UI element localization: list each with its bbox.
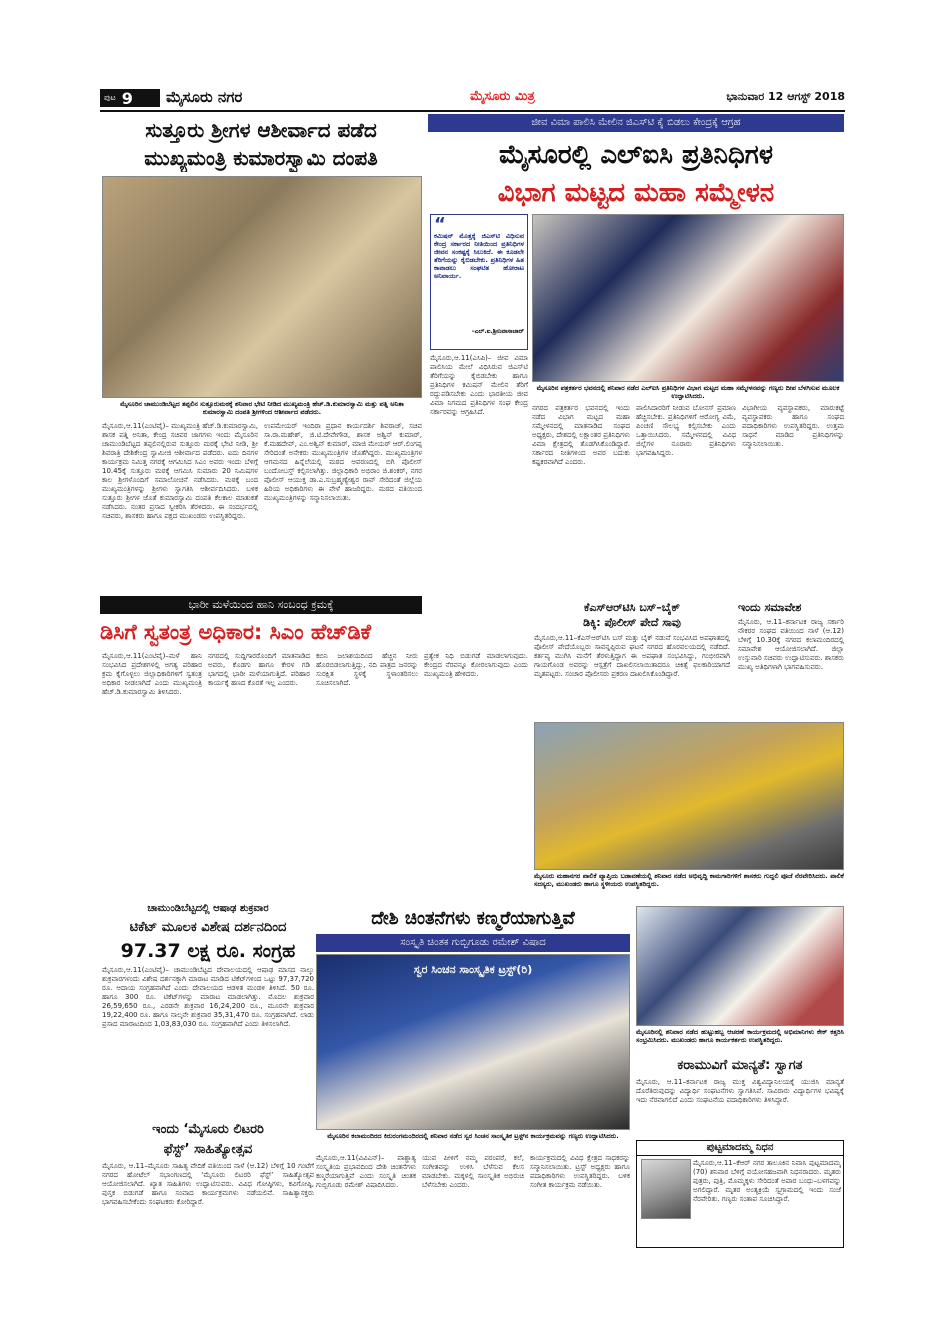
quote-mark-icon: “ — [434, 214, 446, 235]
suttur-body-col-1: ಮೈಸೂರು,ಆ.11(ಎಂಟಿವೈ)– ಮುಖ್ಯಮಂತ್ರಿ ಹೆಚ್.ಡಿ.ಕುಮಾರಸ್ವಾಮಿ, ಶಾಸಕ ಪತ್ನಿ ಅನಿತಾ, ಕೇಂದ್ರ ಸಚಿವರ ಜಾಗಗಳು ಇಂದು ಮೈಸೂರಿನ ಚಾಮುಂಡಿಬೆಟ್ಟದ ತಪ್ಪಲಿನಲ್ಲಿರುವ ಸುತ್ತೂರು ಮಠಕ್ಕೆ ಭೇಟಿ ನೀಡಿ, ಶ್ರೀ ಶಿವರಾತ್ರಿ ದೇಶಿಕೇಂದ್ರ ಸ್ವಾಮೀಜಿ ಆಶೀರ್ವಾದ ಪಡೆದರು. ಐದು ದಿನಗಳ ಕಾರ್ಯಕ್ರಮ ನಿಮಿತ್ತ ನಗರಕ್ಕೆ ಆಗಮಿಸಿದ ಸಿಎಂ ಅವರು ಇಂದು ಬೆಳಿಗ್ಗೆ 10.45ಕ್ಕೆ ಸುತ್ತೂರು ಮಠಕ್ಕೆ ಆಗಮಿಸಿ ಸುಮಾರು 20 ನಿಮಿಷಗಳ ಕಾಲ ಶ್ರೀಗಳೊಂದಿಗೆ ಸಮಾಲೋಚನೆ ನಡೆಸಿದರು. ಮಠಕ್ಕೆ ಬಂದ ಮುಖ್ಯಮಂತ್ರಿಗಳನ್ನು ಶ್ರೀಗಳು ಸ್ವಾಗತಿಸಿ ಆಶೀರ್ವದಿಸಿದರು. ಬಳಿಕ ಸುತ್ತೂರು ಶ್ರೀಗಳ ಜೊತೆ ಕುಮಾರಸ್ವಾಮಿ ದಂಪತಿ ಕೆಲಕಾಲ ಮಾತುಕತೆ ನಡೆಸಿದರು. ನಂತರ ಪ್ರಸಾದ ಸ್ವೀಕರಿಸಿ ತೆರಳಿದರು. ಈ ಸಂದರ್ಭದಲ್ಲಿ ಸಚಿವರು, ಶಾಸಕರು ಹಾಗೂ ಪಕ್ಷದ ಮುಖಂಡರು ಉಪಸ್ಥಿತರಿದ್ದರು. — [102, 422, 258, 520]
deshi-photo — [316, 954, 630, 1130]
convention-headline: ಇಂದು ಸಮಾವೇಶ — [738, 601, 802, 614]
birthday-caption: ಮೈಸೂರಿನಲ್ಲಿ ಶನಿವಾರ ನಡೆದ ಹುಟ್ಟುಹಬ್ಬ ಆಚರಣೆ ಕಾರ್ಯಕ್ರಮದಲ್ಲಿ ಅಭಿಮಾನಿಗಳು ಕೇಕ್ ಕತ್ತರಿಸಿ ಸಂಭ್ರಮಿಸಿದರು. ಮುಖಂಡರು ಹಾಗೂ ಕಾರ್ಯಕರ್ತರು ಉಪಸ್ಥಿತರಿದ್ದರು. — [636, 1028, 844, 1044]
deshi-body-col-1: ಮೈಸೂರು,ಆ.11(ವಿವಿಎನ್)– ಪಾಶ್ಚಾತ್ಯ ಸಂಸ್ಕೃತಿಯ ಪ್ರಭಾವದಿಂದ ದೇಶಿ ಚಿಂತನೆಗಳು ಕಣ್ಮರೆಯಾಗುತ್ತಿವೆ ಎಂದು ಸಂಸ್ಕೃತಿ ಚಿಂತಕ ಗುಬ್ಬಿಗೂಡು ರಮೇಶ್ ವಿಷಾದಿಸಿದರು. — [316, 1154, 416, 1189]
litfest-headline-line-1: ಇಂದು ‘ಮೈಸೂರು ಲಿಟರರಿ — [152, 1122, 264, 1137]
obituary-headline: ಪುಟ್ಟಮಾದಮ್ಮ ನಿಧನ — [637, 1141, 843, 1156]
accident-headline — [534, 600, 730, 630]
page-number: 9 — [121, 88, 133, 108]
lic-kicker-bar — [428, 114, 844, 132]
litfest-headline — [102, 1120, 314, 1160]
dc-body-col-4: ಪ್ರತ್ಯೇಕ ನಿಧಿ ಬಿಡುಗಡೆ ಮಾಡಲಾಗುವುದು. ಕೇಂದ್ರದ ನೆರವನ್ನೂ ಕೋರಲಾಗುವುದು ಎಂದು ಮುಖ್ಯಮಂತ್ರಿ ಹೇಳಿದರು. — [424, 652, 528, 678]
litfest-body: ಮೈಸೂರು, ಆ.11–ಮೈಸೂರು ಸಾಹಿತ್ಯ ವೇದಿಕೆ ವತಿಯಿಂದ ನಾಳೆ (ಆ.12) ಬೆಳಿಗ್ಗೆ 10 ಗಂಟೆಗೆ ನಗರದ ಹೋಟೆಲ್ ಸಭಾಂಗಣದಲ್ಲಿ ‘ಮೈಸೂರು ಲಿಟರರಿ ಫೆಸ್ಟ್’ ಸಾಹಿತ್ಯೋತ್ಸವ ಆಯೋಜಿಸಲಾಗಿದೆ. ಖ್ಯಾತ ಸಾಹಿತಿಗಳು ಉದ್ಘಾಟಿಸುವರು. ವಿವಿಧ ಗೋಷ್ಠಿಗಳು, ಕವಿಗೋಷ್ಠಿ, ಪುಸ್ತಕ ಬಿಡುಗಡೆ ಹಾಗೂ ಸಂವಾದ ಕಾರ್ಯಕ್ರಮಗಳು ನಡೆಯಲಿವೆ. ಸಾಹಿತ್ಯಾಸಕ್ತರು ಭಾಗವಹಿಸಬೇಕೆಂದು ಸಂಘಟಕರು ಕೋರಿದ್ದಾರೆ. — [102, 1162, 314, 1206]
suttur-photo — [102, 176, 422, 398]
story-suttur-headline — [100, 116, 422, 172]
deshi-kicker-bar — [316, 934, 630, 952]
headline-line-2: ಮುಖ್ಯಮಂತ್ರಿ ಕುಮಾರಸ್ವಾಮಿ ದಂಪತಿ — [144, 146, 378, 170]
accident-headline-line-2: ಡಿಕ್ಕಿ: ಪೊಲೀಸ್ ಪೇದೆ ಸಾವು — [583, 616, 681, 629]
issue-date: ಭಾನುವಾರ 12 ಆಗಸ್ಟ್ 2018 — [726, 90, 845, 103]
page-label: ಪುಟ — [104, 93, 116, 102]
page-header — [100, 86, 845, 112]
ksou-headline: ಕರಾಮುವಿಗೆ ಮಾನ್ಯತೆ: ಸ್ವಾಗತ — [677, 1058, 803, 1073]
chamundi-headline-line-2: 97.37 ಲಕ್ಷ ರೂ. ಸಂಗ್ರಹ — [120, 940, 296, 962]
suttur-body-col-2: ಉಪಮೇಯರ್ ಇಂದಿರಾ ಪ್ರಧಾನ ಕಾರ್ಯದರ್ಶಿ ಶಿವರಾಜ್, ಸಚಿವ ಸಾ.ರಾ.ಮಹೇಶ್, ಜಿ.ಟಿ.ದೇವೇಗೌಡ, ಶಾಸಕ ಅಶ್ವಿನ್ ಕುಮಾರ್, ಕೆ.ಮಹದೇವ್, ಎಂ.ಅಶ್ವಿನ್ ಕುಮಾರ್, ಮಾಜಿ ಮೇಯರ್ ಆರ್.ಲಿಂಗಪ್ಪ ಸೇರಿದಂತೆ ಅನೇಕರು ಮುಖ್ಯಮಂತ್ರಿಗಳ ಜೊತೆಗಿದ್ದರು. ಮುಖ್ಯಮಂತ್ರಿಗಳ ಆಗಮನದ ಹಿನ್ನೆಲೆಯಲ್ಲಿ ಮಠದ ಆವರಣದಲ್ಲಿ ಬಿಗಿ ಪೊಲೀಸ್ ಬಂದೋಬಸ್ತ್ ಕಲ್ಪಿಸಲಾಗಿತ್ತು. ಜಿಲ್ಲಾಧಿಕಾರಿ ಅಭಿರಾಂ ಜಿ.ಶಂಕರ್, ನಗರ ಪೊಲೀಸ್ ಆಯುಕ್ತ ಡಾ.ಎ.ಸುಬ್ರಹ್ಮಣ್ಯೇಶ್ವರ ರಾವ್ ಸೇರಿದಂತೆ ಜಿಲ್ಲೆಯ ಹಿರಿಯ ಅಧಿಕಾರಿಗಳು ಈ ವೇಳೆ ಹಾಜರಿದ್ದರು. ಮಠದ ವತಿಯಿಂದ ಮುಖ್ಯಮಂತ್ರಿಗಳನ್ನು ಸನ್ಮಾನಿಸಲಾಯಿತು. — [264, 422, 422, 502]
lic-headline-line-2: ವಿಭಾಗ ಮಟ್ಟದ ಮಹಾ ಸಮ್ಮೇಳನ — [497, 178, 775, 208]
chamundi-kicker: ಚಾಮುಂಡಿಬೆಟ್ಟದಲ್ಲಿ ಆಷಾಢ ಶುಕ್ರವಾರ — [147, 903, 269, 914]
deshi-caption: ಮೈಸೂರಿನ ಕಲಾಮಂದಿರದ ಕಿರುರಂಗಮಂದಿರದಲ್ಲಿ ಶನಿವಾರ ನಡೆದ ಸ್ವರ ಸಿಂಚನ ಸಾಂಸ್ಕೃತಿಕ ಟ್ರಸ್ಟ್‌ನ ಕಾರ್ಯಕ್ರಮವನ್ನು ಗಣ್ಯರು ಉದ್ಘಾಟಿಸಿದರು. — [327, 1132, 619, 1140]
lic-quote-text: ಕಮಿಷನ್ ಮೊತ್ತಕ್ಕೆ ಜಿಎಸ್‌ಟಿ ವಿಧಿಸುವ ಕೇಂದ್ರ ಸರ್ಕಾರದ ನೀತಿಯಿಂದ ಪ್ರತಿನಿಧಿಗಳ ಜೀವನ ಸಂಕಷ್ಟಕ್ಕೆ ಸಿಲುಕಿದೆ. ಈ ಕೂಡಲೇ ತೆರಿಗೆಯನ್ನು ಕೈಬಿಡಬೇಕು. ಪ್ರತಿನಿಧಿಗಳ ಹಿತ ಕಾಪಾಡಲು ಸಂಘಟಿತ ಹೋರಾಟ ಅನಿವಾರ್ಯ. — [434, 232, 524, 280]
dc-body-col-2: ನಗರದಲ್ಲಿ ಸುದ್ದಿಗಾರರೊಂದಿಗೆ ಮಾತನಾಡಿದ ಅವರು, ಕೊಡಗು ಹಾಗೂ ಕೇರಳ ಗಡಿ ಭಾಗದಲ್ಲಿ ಭಾರೀ ಮಳೆಯಾಗುತ್ತಿದೆ. ಪರಿಹಾರ ಕಾರ್ಯಕ್ಕೆ ಹಣದ ಕೊರತೆ ಇಲ್ಲ ಎಂದರು. — [208, 652, 310, 687]
lic-kicker: ಜೀವ ವಿಮಾ ಪಾಲಿಸಿ ಮೇಲಿನ ಜಿಎಸ್‌ಟಿ ಕೈ ಬಿಡಲು ಕೇಂದ್ರಕ್ಕೆ ಆಗ್ರಹ — [531, 117, 741, 128]
deshi-body-col-3: ಕಾರ್ಯಕ್ರಮದಲ್ಲಿ ವಿವಿಧ ಕ್ಷೇತ್ರದ ಸಾಧಕರನ್ನು ಸನ್ಮಾನಿಸಲಾಯಿತು. ಟ್ರಸ್ಟ್ ಅಧ್ಯಕ್ಷರು ಹಾಗೂ ಪದಾಧಿಕಾರಿಗಳು ಉಪಸ್ಥಿತರಿದ್ದರು. ಬಳಿಕ ಸಂಗೀತ ಕಾರ್ಯಕ್ರಮ ನಡೆಯಿತು. — [530, 1154, 630, 1189]
deshi-body-col-2: ಯುವ ಪೀಳಿಗೆ ನಮ್ಮ ಪರಂಪರೆ, ಕಲೆ, ಸಂಗೀತವನ್ನು ಉಳಿಸಿ ಬೆಳೆಸುವ ಕೆಲಸ ಮಾಡಬೇಕು. ಮಕ್ಕಳಲ್ಲಿ ಸಾಂಸ್ಕೃತಿಕ ಅಭಿರುಚಿ ಬೆಳೆಸಬೇಕು ಎಂದರು. — [422, 1154, 524, 1189]
dc-body-col-3: ಕಬಿನಿ ಜಲಾಶಯದಿಂದ ಹೆಚ್ಚಿನ ನೀರು ಹೊರಬಿಡಲಾಗುತ್ತಿದ್ದು, ನದಿ ಪಾತ್ರದ ಜನರನ್ನು ಸುರಕ್ಷಿತ ಸ್ಥಳಕ್ಕೆ ಸ್ಥಳಾಂತರಿಸಲು ಸೂಚಿಸಲಾಗಿದೆ. — [316, 652, 418, 687]
obituary-box — [636, 1140, 844, 1248]
groundbreaking-caption: ಮೈಸೂರು ಮಹಾನಗರ ಪಾಲಿಕೆ ವ್ಯಾಪ್ತಿಯ ಬಡಾವಣೆಯಲ್ಲಿ ಶನಿವಾರ ನಡೆದ ಅಭಿವೃದ್ಧಿ ಕಾಮಗಾರಿಗಳಿಗೆ ಶಾಸಕರು ಗುದ್ದಲಿ ಪೂಜೆ ನೆರವೇರಿಸಿದರು. ಪಾಲಿಕೆ ಸದಸ್ಯರು, ಮುಖಂಡರು ಹಾಗೂ ಸ್ಥಳೀಯರು ಉಪಸ್ಥಿತರಿದ್ದರು. — [534, 872, 844, 888]
lic-headline-line-1: ಮೈಸೂರಲ್ಲಿ ಎಲ್‌ಐಸಿ ಪ್ರತಿನಿಧಿಗಳ — [499, 140, 773, 170]
lic-body-col-2: ನಗರದ ಪತ್ರಕರ್ತರ ಭವನದಲ್ಲಿ ಇಂದು ನಡೆದ ವಿಭಾಗ ಮಟ್ಟದ ಮಹಾ ಸಮ್ಮೇಳನದಲ್ಲಿ ಮಾತನಾಡಿದ ಸಂಘದ ಅಧ್ಯಕ್ಷರು, ದೇಶದಲ್ಲಿ ಲಕ್ಷಾಂತರ ಪ್ರತಿನಿಧಿಗಳು ವಿಮಾ ಕ್ಷೇತ್ರದಲ್ಲಿ ತೊಡಗಿಸಿಕೊಂಡಿದ್ದಾರೆ. ಸರ್ಕಾರದ ನೀತಿಗಳಿಂದ ಅವರ ಬದುಕು ಕಷ್ಟಕರವಾಗಿದೆ ಎಂದರು. — [532, 404, 630, 466]
header-rule — [100, 110, 845, 112]
accident-body: ಮೈಸೂರು,ಆ.11–ಕೆಎಸ್‌ಆರ್‌ಟಿಸಿ ಬಸ್ ಮತ್ತು ಬೈಕ್ ನಡುವೆ ಸಂಭವಿಸಿದ ಅಪಘಾತದಲ್ಲಿ ಪೊಲೀಸ್ ಪೇದೆಯೊಬ್ಬರು ಸಾವನ್ನಪ್ಪಿರುವ ಘಟನೆ ನಗರದ ಹೊರವಲಯದಲ್ಲಿ ನಡೆದಿದೆ. ಕರ್ತವ್ಯ ಮುಗಿಸಿ ಮನೆಗೆ ತೆರಳುತ್ತಿದ್ದಾಗ ಈ ಅಪಘಾತ ಸಂಭವಿಸಿದ್ದು, ಗಂಭೀರವಾಗಿ ಗಾಯಗೊಂಡ ಅವರನ್ನು ಆಸ್ಪತ್ರೆಗೆ ದಾಖಲಿಸಲಾಯಿತಾದರೂ ಚಿಕಿತ್ಸೆ ಫಲಕಾರಿಯಾಗದೆ ಮೃತಪಟ್ಟರು. ಸಂಚಾರ ಪೊಲೀಸರು ಪ್ರಕರಣ ದಾಖಲಿಸಿಕೊಂಡಿದ್ದಾರೆ. — [534, 634, 730, 678]
headline-line-1: ಸುತ್ತೂರು ಶ್ರೀಗಳ ಆಶೀರ್ವಾದ ಪಡೆದ — [145, 118, 377, 142]
page-number-badge — [100, 89, 160, 107]
deshi-kicker: ಸಂಸ್ಕೃತಿ ಚಿಂತಕ ಗುಬ್ಬಿಗೂಡು ರಮೇಶ್ ವಿಷಾದ — [400, 937, 546, 948]
lic-body-col-1: ಮೈಸೂರು,ಆ.11(ಎಸಿಪಿ)– ಜೀವ ವಿಮಾ ಪಾಲಿಸಿಯ ಮೇಲೆ ವಿಧಿಸಿರುವ ಜಿಎಸ್‌ಟಿ ತೆರಿಗೆಯನ್ನು ಕೈಬಿಡಬೇಕು ಹಾಗೂ ಪ್ರತಿನಿಧಿಗಳ ಕಮಿಷನ್ ಮೇಲಿನ ತೆರಿಗೆ ರದ್ದುಪಡಿಸಬೇಕು ಎಂದು ಭಾರತೀಯ ಜೀವ ವಿಮಾ ನಿಗಮದ ಪ್ರತಿನಿಧಿಗಳ ಸಂಘ ಕೇಂದ್ರ ಸರ್ಕಾರವನ್ನು ಆಗ್ರಹಿಸಿದೆ. — [430, 354, 528, 416]
obituary-portrait — [641, 1159, 691, 1219]
rain-kicker: ಭಾರೀ ಮಳೆಯಿಂದ ಹಾನಿ ಸಂಬಂಧ ಕ್ರಮಕ್ಕೆ — [188, 598, 334, 611]
convention-body: ಮೈಸೂರು, ಆ.11–ಕರ್ನಾಟಕ ರಾಜ್ಯ ಸರ್ಕಾರಿ ನೌಕರರ ಸಂಘದ ವತಿಯಿಂದ ನಾಳೆ (ಆ.12) ಬೆಳಿಗ್ಗೆ 10.30ಕ್ಕೆ ನಗರದ ಕಲಾಮಂದಿರದಲ್ಲಿ ಸಮಾವೇಶ ಆಯೋಜಿಸಲಾಗಿದೆ. ಜಿಲ್ಲಾ ಉಸ್ತುವಾರಿ ಸಚಿವರು ಉದ್ಘಾಟಿಸುವರು. ಶಾಸಕರು ಮುಖ್ಯ ಅತಿಥಿಗಳಾಗಿ ಭಾಗವಹಿಸುವರು. — [738, 618, 844, 671]
lic-photo — [532, 214, 844, 382]
lic-quote-box — [430, 214, 528, 350]
chamundi-body: ಮೈಸೂರು,ಆ.11(ಎಂಟಿವೈ)– ಚಾಮುಂಡಿಬೆಟ್ಟದ ದೇವಾಲಯದಲ್ಲಿ ಆಷಾಢ ಮಾಸದ ನಾಲ್ಕು ಶುಕ್ರವಾರಗಳಂದು ವಿಶೇಷ ದರ್ಶನಕ್ಕಾಗಿ ಮಾರಾಟ ಮಾಡಿದ ಟಿಕೆಟ್‌ಗಳಿಂದ ಒಟ್ಟು 97,37,720 ರೂ. ಆದಾಯ ಸಂಗ್ರಹವಾಗಿದೆ ಎಂದು ದೇವಾಲಯದ ಆಡಳಿತ ಮಂಡಳಿ ತಿಳಿಸಿದೆ. 50 ರೂ. ಹಾಗೂ 300 ರೂ. ಟಿಕೆಟ್‌ಗಳನ್ನು ಮಾರಾಟ ಮಾಡಲಾಗಿತ್ತು. ಮೊದಲ ಶುಕ್ರವಾರ 26,59,650 ರೂ., ಎರಡನೇ ಶುಕ್ರವಾರ 16,24,200 ರೂ., ಮೂರನೇ ಶುಕ್ರವಾರ 19,22,400 ರೂ. ಹಾಗೂ ನಾಲ್ಕನೇ ಶುಕ್ರವಾರ 35,31,470 ರೂ. ಸಂಗ್ರಹವಾಗಿದೆ. ಲಾಡು ಪ್ರಸಾದ ಮಾರಾಟದಿಂದ 1,03,83,030 ರೂ. ಸಂಗ್ರಹವಾಗಿದೆ ಎಂದು ತಿಳಿಸಲಾಗಿದೆ. — [102, 966, 314, 1028]
birthday-photo — [636, 906, 844, 1026]
ksou-body: ಮೈಸೂರು, ಆ.11–ಕರ್ನಾಟಕ ರಾಜ್ಯ ಮುಕ್ತ ವಿಶ್ವವಿದ್ಯಾನಿಲಯಕ್ಕೆ ಯುಜಿಸಿ ಮಾನ್ಯತೆ ದೊರೆತಿರುವುದನ್ನು ವಿದ್ಯಾರ್ಥಿ ಸಂಘಟನೆಗಳು ಸ್ವಾಗತಿಸಿವೆ. ಸಾವಿರಾರು ವಿದ್ಯಾರ್ಥಿಗಳ ಭವಿಷ್ಯಕ್ಕೆ ಇದು ನೆರವಾಗಲಿದೆ ಎಂದು ಸಂಘಟನೆಯ ಪದಾಧಿಕಾರಿಗಳು ತಿಳಿಸಿದ್ದಾರೆ. — [636, 1078, 844, 1104]
suttur-caption: ಮೈಸೂರಿನ ಚಾಮುಂಡಿಬೆಟ್ಟದ ತಪ್ಪಲಿನ ಸುತ್ತೂರುಮಠಕ್ಕೆ ಶನಿವಾರ ಭೇಟಿ ನೀಡಿದ ಮುಖ್ಯಮಂತ್ರಿ ಹೆಚ್.ಡಿ.ಕುಮಾರಸ್ವಾಮಿ ಮತ್ತು ಪತ್ನಿ ಅನಿತಾ ಕುಮಾರಸ್ವಾಮಿ ದಂಪತಿ ಶ್ರೀಗಳಿಂದ ಆಶೀರ್ವಾದ ಪಡೆದರು. — [120, 400, 404, 416]
stage-banner-text: ಸ್ವರ ಸಿಂಚನ ಸಾಂಸ್ಕೃತಿಕ ಟ್ರಸ್ಟ್(ರಿ) — [413, 963, 533, 976]
dc-headline: ಡಿಸಿಗೆ ಸ್ವತಂತ್ರ ಅಧಿಕಾರ: ಸಿಎಂ ಹೆಚ್‌ಡಿಕೆ — [100, 620, 371, 644]
lic-body-col-3: ಪಾಲಿಸಿದಾರರಿಗೆ ನೀಡುವ ಬೋನಸ್ ಪ್ರಮಾಣ ಹೆಚ್ಚಿಸಬೇಕು. ಪ್ರತಿನಿಧಿಗಳಿಗೆ ಆರೋಗ್ಯ ವಿಮೆ, ಪಿಂಚಣಿ ಸೌಲಭ್ಯ ಕಲ್ಪಿಸಬೇಕು ಎಂದು ಒತ್ತಾಯಿಸಿದರು. ಸಮ್ಮೇಳನದಲ್ಲಿ ವಿವಿಧ ಜಿಲ್ಲೆಗಳ ನೂರಾರು ಪ್ರತಿನಿಧಿಗಳು ಭಾಗವಹಿಸಿದ್ದರು. — [636, 404, 736, 457]
chamundi-headline-line-1: ಟಿಕೆಟ್ ಮೂಲಕ ವಿಶೇಷ ದರ್ಶನದಿಂದ — [129, 920, 287, 935]
section-title: ಮೈಸೂರು ನಗರ — [166, 88, 243, 106]
accident-headline-line-1: ಕೆಎಸ್‌ಆರ್‌ಟಿಸಿ ಬಸ್–ಬೈಕ್ — [583, 601, 681, 614]
groundbreaking-photo — [534, 722, 844, 870]
obituary-body: ಮೈಸೂರು,ಆ.11–ಕೆಆರ್ ನಗರ ತಾಲೂಕಿನ ನಿವಾಸಿ ಪುಟ್ಟಮಾದಮ್ಮ (70) ಶನಿವಾರ ಬೆಳಿಗ್ಗೆ ವಯೋಸಹಜವಾಗಿ ನಿಧನರಾದರು. ಮೃತರು ಪುತ್ರರು, ಪುತ್ರಿ, ಮೊಮ್ಮಕ್ಕಳು ಸೇರಿದಂತೆ ಅಪಾರ ಬಂಧು–ಬಳಗವನ್ನು ಅಗಲಿದ್ದಾರೆ. ಮೃತರ ಅಂತ್ಯಕ್ರಿಯೆ ಸ್ವಗ್ರಾಮದಲ್ಲಿ ಇಂದು ಸಂಜೆ ನೆರವೇರಿತು. ಗಣ್ಯರು ಸಂತಾಪ ಸೂಚಿಸಿದ್ದಾರೆ. — [693, 1159, 841, 1203]
dc-body-col-1: ಮೈಸೂರು,ಆ.11(ಎಂಟಿವೈ)–ಮಳೆ ಹಾನಿ ಸಂಭವಿಸಿದ ಪ್ರದೇಶಗಳಲ್ಲಿ ಅಗತ್ಯ ಪರಿಹಾರ ಕ್ರಮ ಕೈಗೊಳ್ಳಲು ಜಿಲ್ಲಾಧಿಕಾರಿಗಳಿಗೆ ಸ್ವತಂತ್ರ ಅಧಿಕಾರ ನೀಡಲಾಗಿದೆ ಎಂದು ಮುಖ್ಯಮಂತ್ರಿ ಹೆಚ್.ಡಿ.ಕುಮಾರಸ್ವಾಮಿ ತಿಳಿಸಿದರು. — [102, 652, 202, 696]
lic-caption: ಮೈಸೂರಿನ ಪತ್ರಕರ್ತರ ಭವನದಲ್ಲಿ ಶನಿವಾರ ನಡೆದ ಎಲ್‌ಐಸಿ ಪ್ರತಿನಿಧಿಗಳ ವಿಭಾಗ ಮಟ್ಟದ ಮಹಾ ಸಮ್ಮೇಳನವನ್ನು ಗಣ್ಯರು ದೀಪ ಬೆಳಗಿಸುವ ಮೂಲಕ ಉದ್ಘಾಟಿಸಿದರು. — [536, 384, 840, 400]
newspaper-logo: ಮೈಸೂರು ಮಿತ್ರ — [470, 89, 535, 104]
litfest-headline-line-2: ಫೆಸ್ಟ್’ ಸಾಹಿತ್ಯೋತ್ಸವ — [163, 1142, 253, 1157]
deshi-headline: ದೇಶಿ ಚಿಂತನೆಗಳು ಕಣ್ಮರೆಯಾಗುತ್ತಿವೆ — [371, 908, 575, 929]
lic-quote-attribution: –ಎಲ್.ಐ.ಶ್ರೀನಿವಾಸಾಚಾರ್ — [471, 328, 524, 335]
rain-kicker-bar — [100, 596, 422, 614]
lic-body-col-4: ವಿಭಾಗೀಯ ವ್ಯವಸ್ಥಾಪಕರು, ಮಾರುಕಟ್ಟೆ ವ್ಯವಸ್ಥಾಪಕರು ಹಾಗೂ ಸಂಘದ ಪದಾಧಿಕಾರಿಗಳು ಉಪಸ್ಥಿತರಿದ್ದರು. ಉತ್ತಮ ಸಾಧನೆ ಮಾಡಿದ ಪ್ರತಿನಿಧಿಗಳನ್ನು ಸನ್ಮಾನಿಸಲಾಯಿತು. — [742, 404, 844, 448]
